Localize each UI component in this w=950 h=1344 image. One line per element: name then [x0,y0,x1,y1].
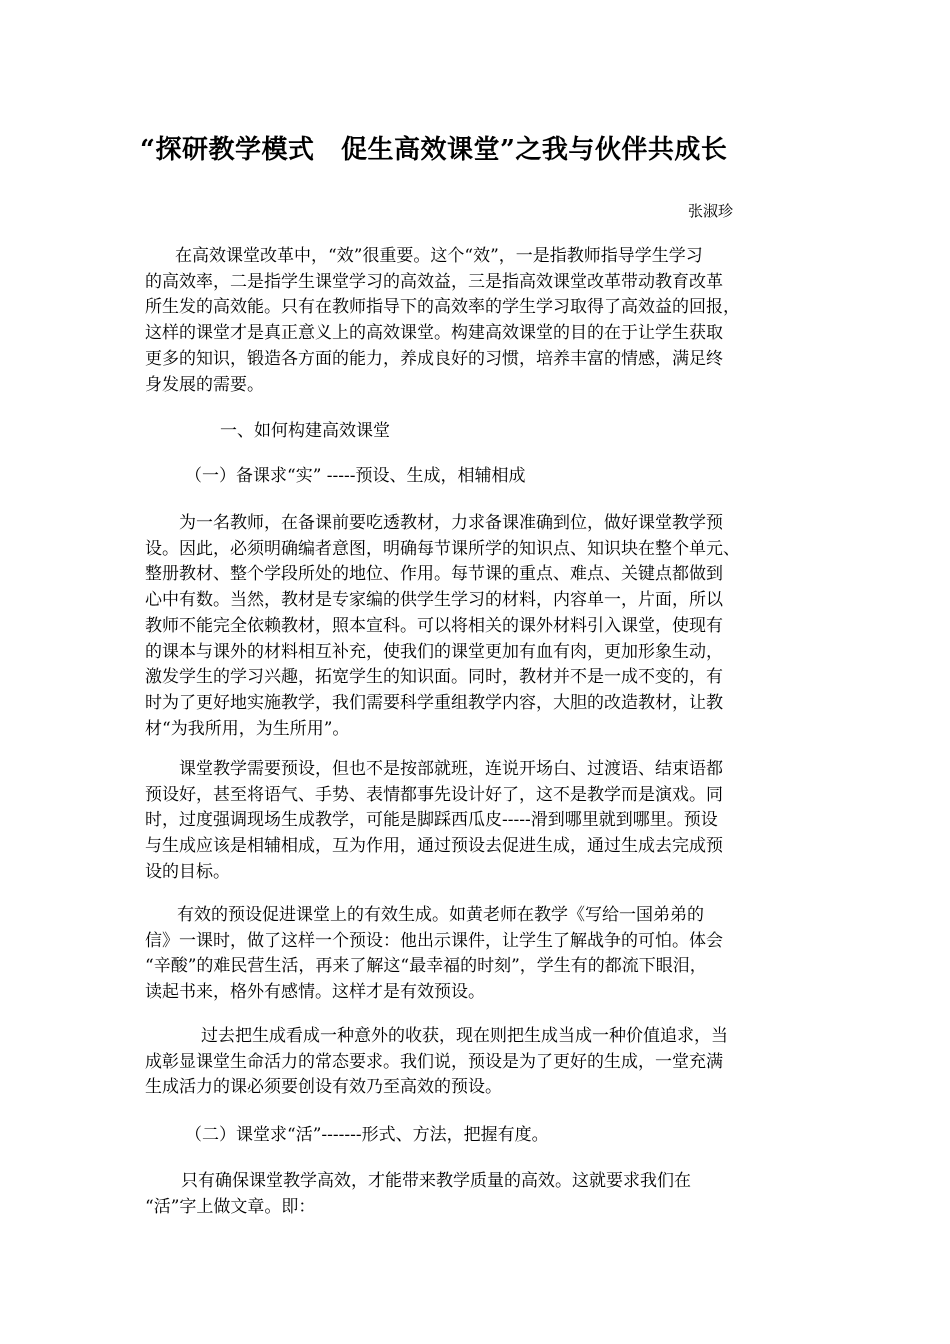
paragraph-line: 时，过度强调现场生成教学，可能是脚踩西瓜皮-----滑到哪里就到哪里。预设 [145,810,718,831]
paragraph-intro [145,244,807,398]
paragraph-line: 生成活力的课必须要创设有效乃至高效的预设。 [145,1077,502,1098]
paragraph-line: 预设好，甚至将语气、手势、表情都事先设计好了，这不是教学而是演戏。同 [145,784,723,805]
paragraph-example [145,903,807,1006]
paragraph-line: 读起书来，格外有感情。这样才是有效预设。 [145,982,485,1003]
paragraph-line: 身发展的需要。 [145,374,264,395]
paragraph-line: 过去把生成看成一种意外的收获，现在则把生成当成一种价值追求，当 [201,1026,728,1046]
paragraph-line: 整册教材、整个学段所处的地位、作用。每节课的重点、难点、关键点都做到 [145,564,723,585]
paragraph-presetting [145,757,807,886]
paragraph-line: 这样的课堂才是真正意义上的高效课堂。构建高效课堂的目的在于让学生获取 [145,323,723,344]
paragraph-line: 时为了更好地实施教学，我们需要科学重组教学内容，大胆的改造教材，让教 [145,692,723,713]
paragraph-line: 更多的知识，锻造各方面的能力，养成良好的习惯，培养丰富的情感，满足终 [145,348,723,369]
paragraph-line: 只有确保课堂教学高效，才能带来教学质量的高效。这就要求我们在 [181,1171,691,1191]
paragraph-line: 所生发的高效能。只有在教师指导下的高效率的学生学习取得了高效益的回报， [145,297,740,318]
paragraph-line: 心中有数。当然，教材是专家编的供学生学习的材料，内容单一，片面，所以 [145,590,723,611]
author-name: 张淑珍 [688,202,734,220]
paragraph-line: 成彰显课堂生命活力的常态要求。我们说，预设是为了更好的生成，一堂充满 [145,1051,723,1072]
paragraph-line: 有效的预设促进课堂上的有效生成。如黄老师在教学《写给一国弟弟的 [177,905,704,925]
subsection-heading: （一）备课求“实” -----预设、生成，相辅相成 [185,466,526,486]
paragraph-generation [145,1024,807,1101]
paragraph-line: “活”字上做文章。即： [145,1196,316,1217]
paragraph-line: 信》一课时，做了这样一个预设：他出示课件，让学生了解战争的可怕。体会 [145,930,723,951]
section-heading: 一、如何构建高效课堂 [220,421,390,441]
paragraph-line: 与生成应该是相辅相成，互为作用，通过预设去促进生成，通过生成去完成预 [145,836,723,857]
paragraph-line: 激发学生的学习兴趣，拓宽学生的知识面。同时，教材并不是一成不变的，有 [145,667,723,688]
paragraph-line: 设。因此，必须明确编者意图，明确每节课所学的知识点、知识块在整个单元、 [145,538,740,559]
subsection-heading: （二）课堂求“活”-------形式、方法，把握有度。 [185,1125,549,1145]
paragraph-classroom [145,1169,807,1220]
paragraph-line: 在高效课堂改革中，“效”很重要。这个“效”，一是指教师指导学生学习 [175,246,703,266]
paragraph-line: 教师不能完全依赖教材，照本宣科。可以将相关的课外材料引入课堂，使现有 [145,615,723,636]
paragraph-line: 的高效率，二是指学生课堂学习的高效益，三是指高效课堂改革带动教育改革 [145,271,723,292]
paragraph-line: 设的目标。 [145,861,230,882]
paragraph-line: 的课本与课外的材料相互补充，使我们的课堂更加有血有肉，更加形象生动， [145,641,723,662]
paragraph-line: 课堂教学需要预设，但也不是按部就班，连说开场白、过渡语、结束语都 [179,759,723,779]
paragraph-line: 为一名教师，在备课前要吃透教材，力求备课准确到位，做好课堂教学预 [179,513,723,533]
paragraph-line: 材“为我所用，为生所用”。 [145,718,350,739]
paragraph-line: “辛酸”的难民营生活，再来了解这“最幸福的时刻”，学生有的都流下眼泪， [145,956,707,977]
document-title: “探研教学模式 促生高效课堂”之我与伙伴共成长 [140,135,728,165]
paragraph-preparation [145,511,807,742]
